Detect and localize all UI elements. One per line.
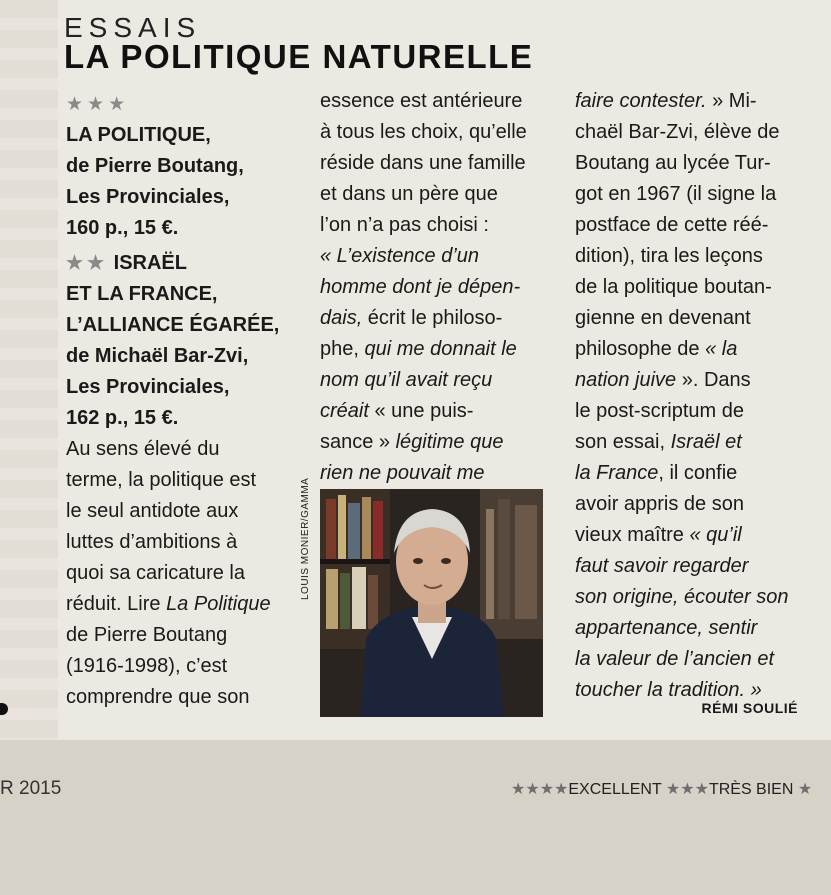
text-line: comprendre que son [66, 686, 250, 708]
text-run: créait [320, 400, 369, 422]
photo-credit: LOUIS MONIER/GAMMA [300, 477, 311, 600]
rating-legend [511, 779, 812, 799]
text-line: le seul antidote aux [66, 500, 239, 522]
text-line: luttes d’ambitions à [66, 531, 238, 553]
text-line: la valeur de l’ancien et [575, 648, 775, 670]
text-line: dition), tira les leçons [575, 245, 763, 267]
text-run: réduit. Lire [66, 593, 167, 615]
text-line [320, 303, 550, 334]
text-line: essence est antérieure [320, 90, 523, 112]
book-pages-price: 162 p., 15 €. [66, 407, 179, 429]
text-run: dais, [320, 307, 363, 329]
text-line: son origine, écouter son [575, 586, 789, 608]
book-entry-1 [66, 89, 302, 244]
portrait-illustration [320, 489, 543, 717]
book-title: LA POLITIQUE, [66, 124, 211, 146]
text-run: « qu’il [689, 524, 742, 546]
text-run: qui me donnait le [364, 338, 517, 360]
rating-label-tres-bien: TRÈS BIEN [708, 781, 794, 798]
text-run: la France [575, 462, 659, 484]
text-line [320, 396, 550, 427]
text-line [575, 458, 805, 489]
text-line [320, 334, 550, 365]
text-line: toucher la tradition. » [575, 679, 762, 701]
text-line: le post-scriptum de [575, 400, 744, 422]
text-line [575, 334, 805, 365]
star-icon: ★★★ [665, 781, 709, 798]
text-line [320, 427, 550, 458]
book-title-part: ET LA FRANCE, [66, 283, 218, 305]
rating-stars: ★★★ [66, 94, 130, 115]
text-line: Au sens élevé du [66, 438, 220, 460]
issue-date: R 2015 [0, 778, 62, 799]
text-line: (1916-1998), c’est [66, 655, 228, 677]
text-run: « une puis- [368, 400, 474, 422]
book-entry-2 [66, 248, 302, 434]
text-line: quoi sa caricature la [66, 562, 245, 584]
text-line: de la politique boutan- [575, 276, 772, 298]
text-run: nation juive [575, 369, 677, 391]
text-run: sance » [320, 431, 396, 453]
text-line [575, 86, 805, 117]
text-run: phe, [320, 338, 365, 360]
column-2 [320, 86, 550, 489]
text-line: postface de cette réé- [575, 214, 769, 236]
text-line: et dans un père que [320, 183, 498, 205]
text-line: terme, la politique est [66, 469, 257, 491]
text-line: homme dont je dépen- [320, 276, 521, 298]
book-author: de Pierre Boutang, [66, 155, 244, 177]
text-run: Pierre Boutang [93, 624, 228, 646]
text-run: philosophe de [575, 338, 706, 360]
text-run: écrit le philoso- [362, 307, 503, 329]
text-line: avoir appris de son [575, 493, 744, 515]
article-headline: LA POLITIQUE NATURELLE [64, 38, 534, 75]
star-icon: ★ [797, 781, 813, 798]
text-line: nom qu’il avait reçu [320, 369, 493, 391]
text-line: Boutang au lycée Tur- [575, 152, 771, 174]
text-run: Israël et [670, 431, 742, 453]
column-1 [66, 89, 302, 713]
author-signature: RÉMI SOULIÉ [701, 700, 798, 716]
text-line: got en 1967 (il signe la [575, 183, 777, 205]
text-line: appartenance, sentir [575, 617, 758, 639]
text-line: réside dans une famille [320, 152, 526, 174]
author-photo [320, 489, 543, 717]
text-line [575, 520, 805, 551]
text-line [66, 589, 302, 620]
page-margin [0, 740, 831, 895]
star-icon: ★★★★ [511, 781, 569, 798]
text-run: vieux maître [575, 524, 690, 546]
rating-label-excellent: EXCELLENT [568, 781, 662, 798]
text-line [66, 620, 302, 651]
text-line: à tous les choix, qu’elle [320, 121, 527, 143]
book-title-part: ISRAËL [113, 252, 187, 274]
text-run: La Politique [166, 593, 271, 615]
text-run: son essai, [575, 431, 671, 453]
column-3 [575, 86, 805, 706]
section-label: ESSAIS [64, 12, 202, 43]
book-title-part: L’ALLIANCE ÉGARÉE, [66, 314, 280, 336]
text-run: , il confie [658, 462, 738, 484]
text-line [575, 427, 805, 458]
text-run: légitime que [395, 431, 504, 453]
book-author: de Michaël Bar-Zvi, [66, 345, 249, 367]
text-line: l’on n’a pas choisi : [320, 214, 489, 236]
text-line: chaël Bar-Zvi, élève de [575, 121, 780, 143]
book-publisher: Les Provinciales, [66, 376, 230, 398]
body-text [66, 434, 302, 713]
text-run: ». Dans [676, 369, 751, 391]
text-run: faire contester. [575, 90, 707, 112]
text-run: « la [705, 338, 738, 360]
rating-stars: ★★ [66, 253, 109, 274]
text-run: » Mi- [706, 90, 757, 112]
adjacent-page-bleed [0, 0, 58, 740]
book-publisher: Les Provinciales, [66, 186, 230, 208]
text-line: rien ne pouvait me [320, 462, 485, 484]
text-line: « L’existence d’un [320, 245, 480, 267]
text-line: gienne en devenant [575, 307, 751, 329]
text-line: faut savoir regarder [575, 555, 749, 577]
book-pages-price: 160 p., 15 €. [66, 217, 179, 239]
text-run: de [66, 624, 94, 646]
text-line [575, 365, 805, 396]
